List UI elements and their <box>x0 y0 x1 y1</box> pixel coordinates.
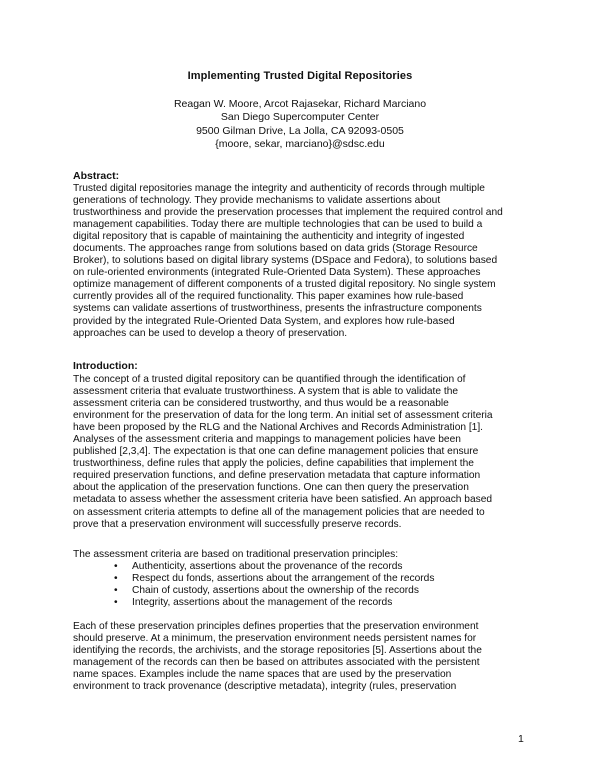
list-item <box>114 597 544 609</box>
paragraph-line: required preservation functions, and define preservation metadata that capture information <box>73 470 481 482</box>
paragraph-line: trustworthiness, define rules that apply the policies, define capabilities that implement the <box>73 458 474 470</box>
list-item <box>114 585 544 597</box>
paragraph-line: provided by the integrated Rule-Oriented Data System, and explores how rule-based <box>73 315 455 327</box>
paragraph-line: should preserve. At a minimum, the preservation environment needs persistent names for <box>73 633 477 645</box>
introduction-heading: Introduction: <box>73 360 138 372</box>
preservation-principles-list <box>114 561 544 609</box>
author-affiliation: San Diego Supercomputer Center <box>220 111 380 124</box>
paragraph-line: published [2,3,4]. The expectation is that one can define management policies that ensure <box>73 446 479 458</box>
author-names: Reagan W. Moore, Arcot Rajasekar, Richard Marciano <box>173 98 427 110</box>
introduction-paragraph-2-lead <box>73 549 543 561</box>
list-item-text: Respect du fonds, assertions about the arrangement of the records <box>132 573 435 585</box>
author-emails: {moore, sekar, marciano}@sdsc.edu <box>215 138 385 151</box>
bullet-icon: • <box>114 561 118 572</box>
paper-title: Implementing Trusted Digital Repositories <box>187 70 413 82</box>
paragraph-line: name spaces. Examples include the name spaces that are used by the preservation <box>73 669 452 681</box>
paragraph-line: The assessment criteria are based on traditional preservation principles: <box>73 549 399 560</box>
list-item <box>114 561 544 573</box>
author-block <box>0 98 600 152</box>
page-number: 1 <box>518 733 524 745</box>
paragraph-line: documents. The approaches range from solutions based on data grids (Storage Resource <box>73 243 478 255</box>
paragraph-line: on assessment criteria attempts to define all of the management policies that are needed to <box>73 506 485 518</box>
paragraph-line: management of the records can then be based on attributes associated with the persistent <box>73 657 480 669</box>
paragraph-line: digital repository that is capable of maintaining the authenticity and integrity of ingested <box>73 231 465 243</box>
paragraph-line: have been proposed by the RLG and the National Archives and Records Administration [1]. <box>73 422 484 434</box>
paragraph-line: prove that a preservation environment will successfully preserve records. <box>73 518 402 530</box>
author-address: 9500 Gilman Drive, La Jolla, CA 92093-0505 <box>196 124 404 137</box>
abstract-body <box>73 183 543 340</box>
paragraph-line: systems can validate assertions of trustworthiness, presents the infrastructure components <box>73 303 482 315</box>
bullet-icon: • <box>114 585 118 597</box>
paragraph-line: currently provides all of the required functionality. This paper examines how rule-based <box>73 291 464 303</box>
paragraph-line: approaches can be used to develop a theory of preservation. <box>73 327 348 339</box>
paragraph-line: Analyses of the assessment criteria and mappings to management policies have been <box>73 434 461 446</box>
bullet-icon: • <box>114 573 118 585</box>
paragraph-line: identifying the records, the archivists, and the storage repositories [5]. Assertions about the <box>73 645 482 657</box>
paragraph-line: Broker), to solutions based on digital library systems (DSpace and Fedora), to solutions based <box>73 255 498 267</box>
bullet-icon: • <box>114 597 118 609</box>
paragraph-line: about the application of the preservation functions. One can then query the preservation <box>73 482 469 494</box>
paragraph-line: management capabilities. Today there are multiple technologies that can be used to build a <box>73 219 483 231</box>
paragraph-line: trustworthiness and provide the preservation processes that implement the required control and <box>73 207 503 219</box>
paragraph-line: The concept of a trusted digital repository can be quantified through the identification of <box>73 374 466 385</box>
paragraph-line: environment for the preservation of data for the long term. An initial set of assessment criteria <box>73 410 493 422</box>
paragraph-line: Trusted digital repositories manage the integrity and authenticity of records through multiple <box>73 183 485 194</box>
introduction-paragraph-1 <box>73 374 543 531</box>
list-item <box>114 573 544 585</box>
abstract-heading: Abstract: <box>73 170 120 182</box>
list-item-text: Chain of custody, assertions about the ownership of the records <box>132 585 419 597</box>
introduction-paragraph-3 <box>73 621 543 693</box>
list-item-text: Integrity, assertions about the management of the records <box>132 597 393 609</box>
paragraph-line: Each of these preservation principles defines properties that the preservation environment <box>73 621 479 632</box>
paragraph-line: metadata to assess whether the assessment criteria have been satisfied. An approach based <box>73 494 493 506</box>
list-item-text: Authenticity, assertions about the provenance of the records <box>132 561 403 572</box>
paragraph-line: assessment criteria that evaluate trustworthiness. A system that is able to validate the <box>73 386 459 398</box>
paragraph-line: on rule-oriented environments (integrated Rule-Oriented Data System). These approaches <box>73 267 481 279</box>
paragraph-line: optimize management of different components of a trusted digital repository. No single system <box>73 279 496 291</box>
paragraph-line: environment to track provenance (descriptive metadata), integrity (rules, preservation <box>73 681 457 693</box>
paragraph-line: assessment criteria can be considered trustworthy, and thus would be a reasonable <box>73 398 449 410</box>
paragraph-line: generations of technology. They provide mechanisms to validate assertions about <box>73 195 441 207</box>
